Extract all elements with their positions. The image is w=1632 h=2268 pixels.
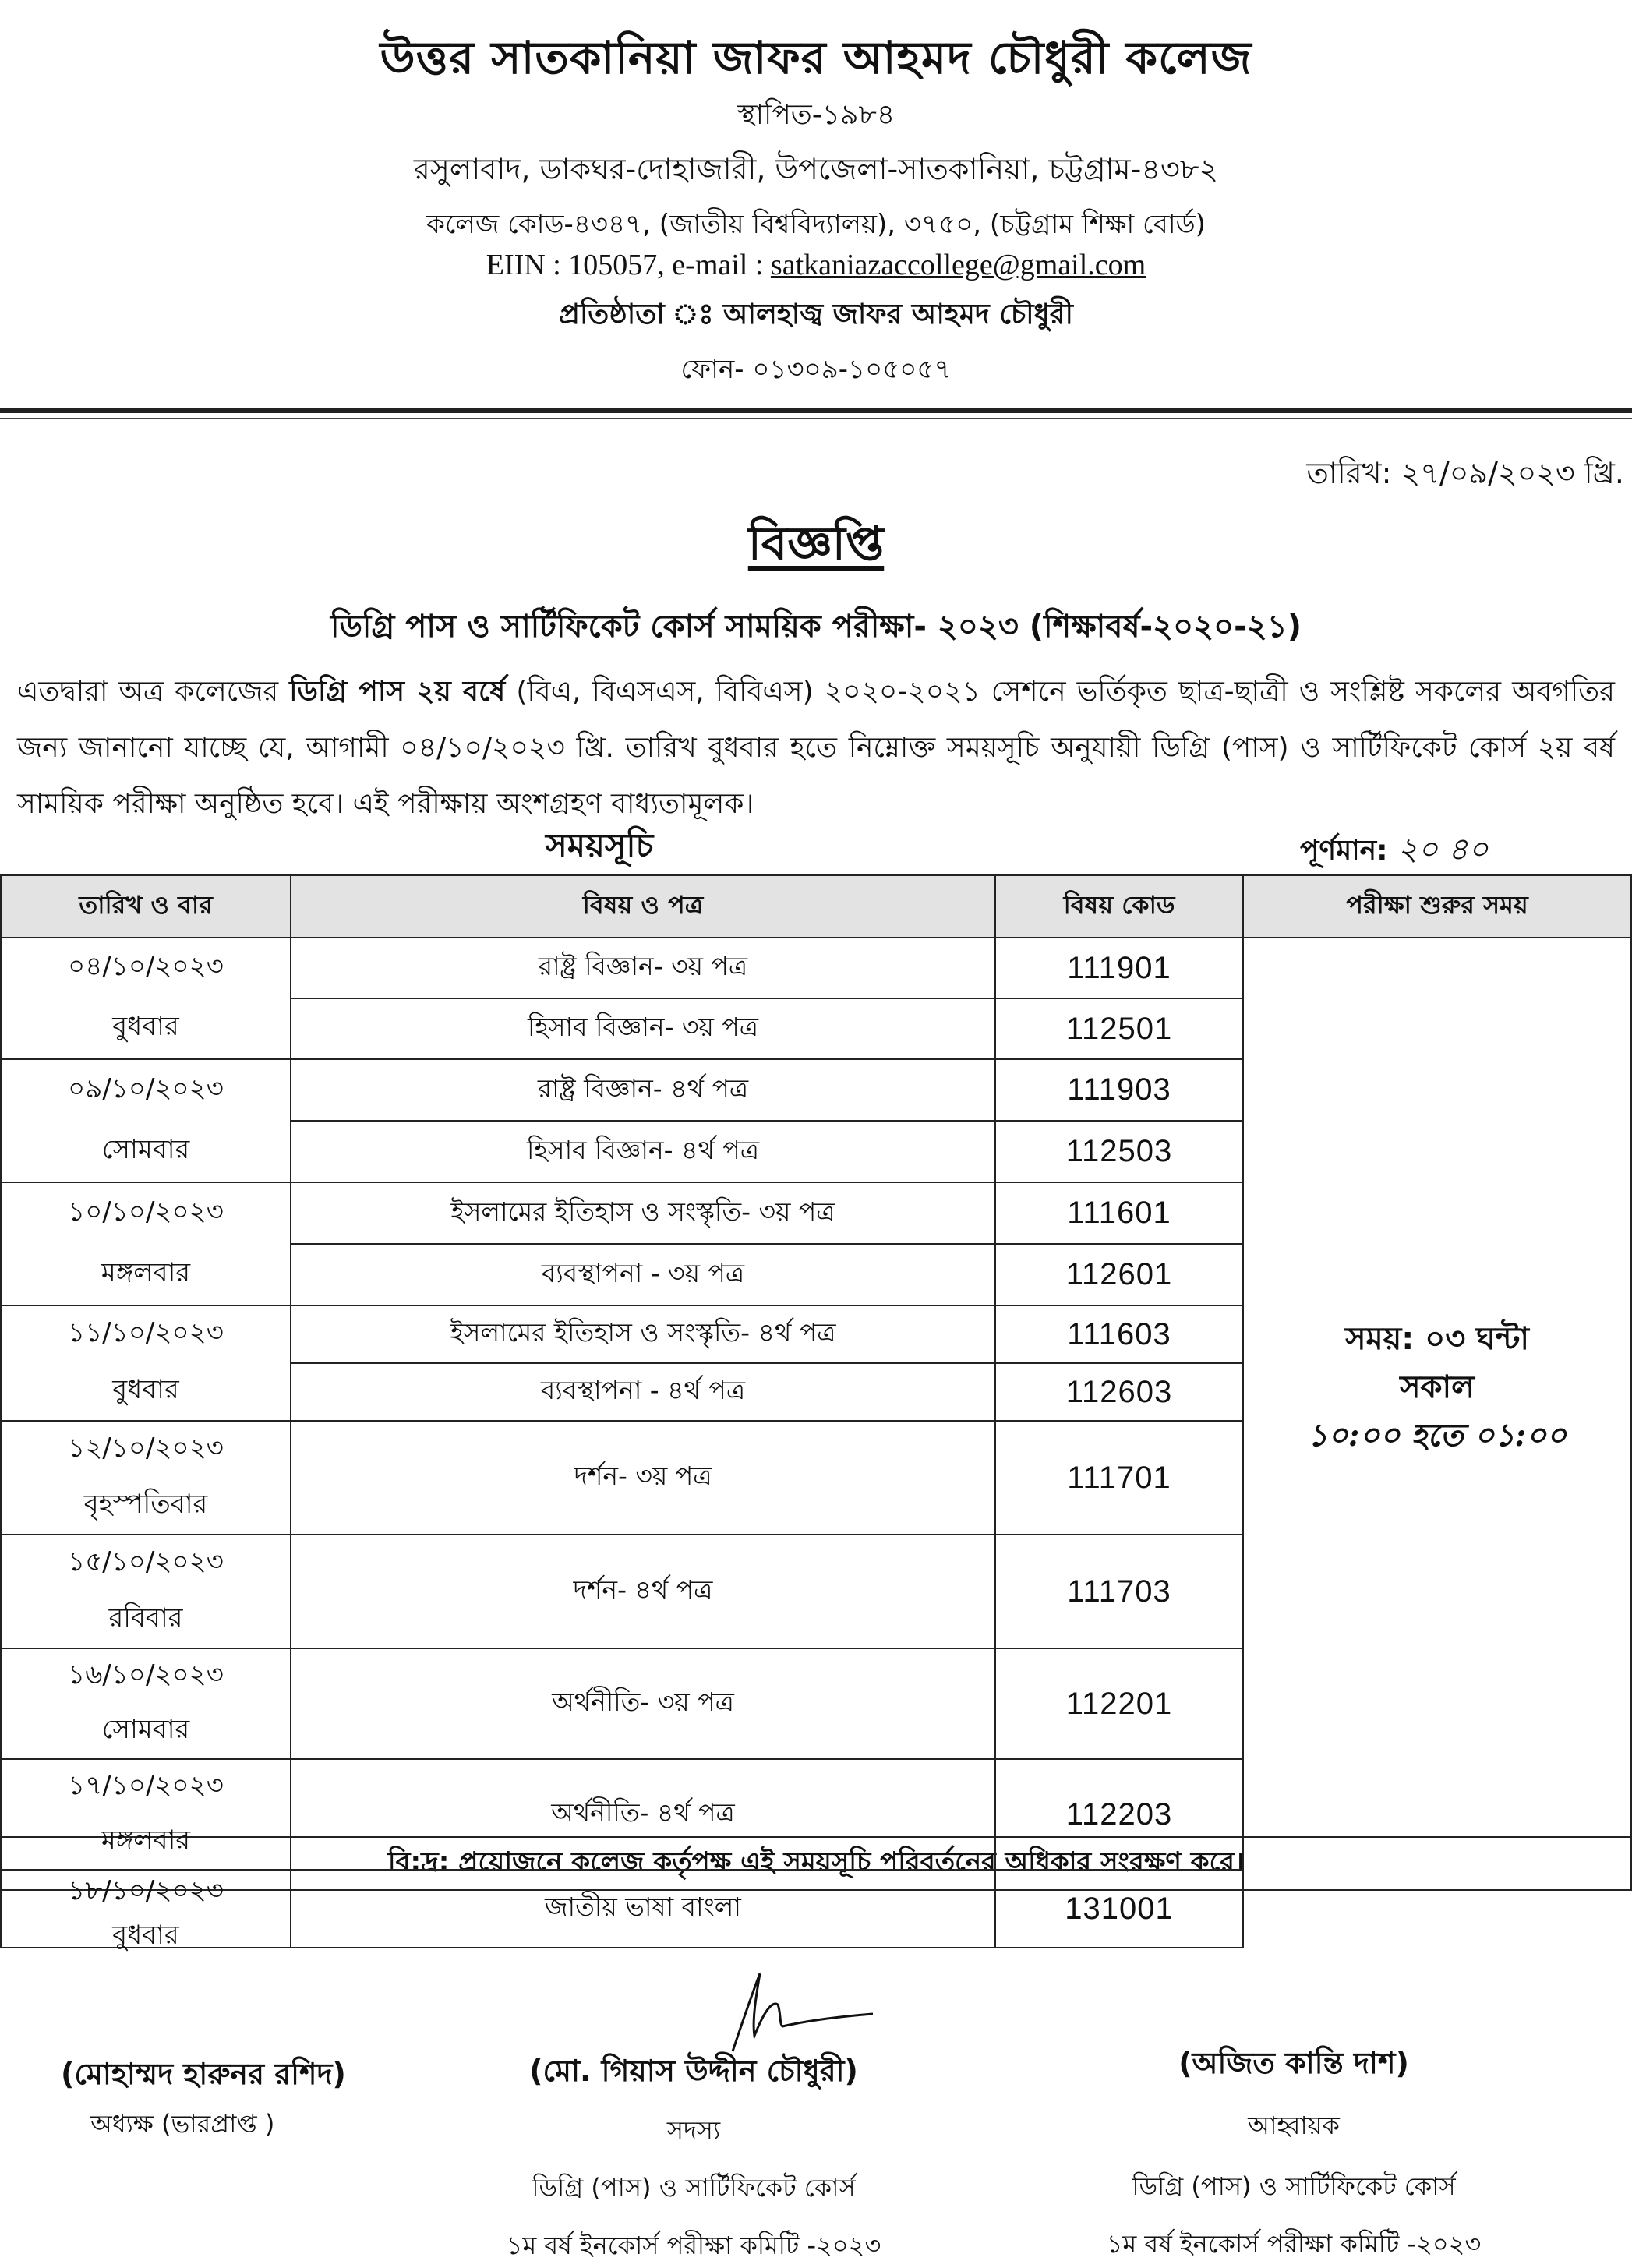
exam-day: বৃহস্পতিবার: [83, 1488, 208, 1520]
signature-right: [1044, 2040, 1543, 2266]
signature-middle-line2: ১ম বর্ষ ইনকোর্স পরীক্ষা কমিটি -২০২৩: [506, 2231, 881, 2260]
subject-cell: জাতীয় ভাষা বাংলা: [290, 1869, 996, 1948]
founder-line: প্রতিষ্ঠাতা ঃ আলহাজ্ব জাফর আহমদ চৌধুরী: [559, 299, 1073, 330]
subject-code-cell: 131001: [994, 1869, 1244, 1948]
signature-middle-title: সদস্য: [666, 2115, 721, 2145]
exam-day: সোমবার: [101, 1713, 190, 1745]
phone-line: ফোন- ০১৩০৯-১০৫০৫৭: [680, 354, 952, 385]
subject-code-cell: 112601: [994, 1243, 1244, 1306]
subject-code-cell: 111701: [994, 1420, 1244, 1535]
subject-cell: অর্থনীতি- ৪র্থ পত্র: [290, 1758, 996, 1871]
date-cell: [0, 1058, 291, 1183]
exam-date: ১৬/১০/২০২৩: [68, 1659, 224, 1690]
header-code: বিষয় কোড: [994, 874, 1244, 938]
subject-cell: হিসাব বিজ্ঞান- ৩য় পত্র: [290, 998, 996, 1060]
subject-cell: ব্যবস্থাপনা - ৩য় পত্র: [290, 1243, 996, 1306]
subject-cell: ইসলামের ইতিহাস ও সংস্কৃতি- ৪র্থ পত্র: [290, 1305, 996, 1364]
exam-date: ১১/১০/২০২৩: [68, 1317, 224, 1348]
full-marks-value: ২০ ৪০: [1397, 832, 1489, 867]
header-divider-thin: [0, 418, 1632, 419]
signature-left-name: (মোহাম্মদ হারুনর রশিদ): [61, 2057, 346, 2091]
date-cell: [0, 1305, 291, 1422]
subject-code-cell: 112503: [994, 1120, 1244, 1183]
subject-code-cell: 111603: [994, 1305, 1244, 1364]
subject-cell: দর্শন- ৩য় পত্র: [290, 1420, 996, 1535]
subject-code-cell: 111601: [994, 1182, 1244, 1245]
exam-day: মঙ্গলবার: [101, 1824, 191, 1856]
exam-time-range: ১০:০০ হতে ০১:০০: [1307, 1417, 1567, 1454]
college-code-line: কলেজ কোড-৪৩৪৭, (জাতীয় বিশ্ববিদ্যালয়), ৩৭৫০, (চট্টগ্রাম শিক্ষা বোর্ড): [426, 209, 1206, 240]
header-start-time: পরীক্ষা শুরুর সময়: [1242, 874, 1632, 938]
signature-middle: [475, 2048, 912, 2268]
address-line: রসুলাবাদ, ডাকঘর-দোহাজারী, উপজেলা-সাতকানিয়া, চট্টগ্রাম-৪৩৮২: [413, 152, 1219, 186]
schedule-table: [0, 874, 1632, 1951]
exam-date: ০৯/১০/২০২৩: [68, 1072, 224, 1104]
subject-code-cell: 112201: [994, 1648, 1244, 1760]
date-cell: [0, 1182, 291, 1306]
exam-session: সকাল: [1400, 1369, 1475, 1405]
exam-day: সোমবার: [101, 1133, 190, 1165]
date-cell: [0, 1869, 291, 1951]
exam-time-cell: [1242, 937, 1632, 1838]
exam-duration: সময়: ০৩ ঘন্টা: [1345, 1321, 1529, 1357]
exam-day: বুধবার: [112, 1374, 179, 1405]
exam-day: রবিবার: [108, 1602, 183, 1634]
signature-middle-name: (মো. গিয়াস উদ্দীন চৌধুরী): [529, 2054, 858, 2088]
college-name: উত্তর সাতকানিয়া জাফর আহমদ চৌধুরী কলেজ: [380, 31, 1252, 84]
exam-day: মঙ্গলবার: [101, 1256, 191, 1288]
exam-date: ১২/১০/২০২৩: [68, 1432, 224, 1464]
subject-code-cell: 111903: [994, 1058, 1244, 1122]
date-cell: [0, 1534, 291, 1649]
signature-middle-line1: ডিগ্রি (পাস) ও সার্টিফিকেট কোর্স: [532, 2173, 856, 2203]
date-cell: [0, 1758, 291, 1871]
established-line: স্থাপিত-১৯৮৪: [737, 99, 895, 131]
exam-date: ১৫/১০/২০২৩: [68, 1546, 224, 1577]
eiin-text: EIIN : 105057, e-mail :: [486, 249, 771, 281]
subject-cell: অর্থনীতি- ৩য় পত্র: [290, 1648, 996, 1760]
notice-subtitle: ডিগ্রি পাস ও সার্টিফিকেট কোর্স সাময়িক পরীক্ষা- ২০২৩ (শিক্ষাবর্ষ-২০২০-২১): [330, 609, 1302, 645]
subject-cell: ইসলামের ইতিহাস ও সংস্কৃতি- ৩য় পত্র: [290, 1182, 996, 1245]
subject-code-cell: 111703: [994, 1534, 1244, 1649]
date-cell: [0, 937, 291, 1060]
notice-body-part2: (বিএ, বিএসএস, বিবিএস) ২০২০-২০২১ সেশনে ভর্তিকৃত ছাত্র-ছাত্রী ও সংশ্লিষ্ট সকলের অবগতির জন্য জানানো যাচ্ছে যে, আগামী ০৪/১০/২০২৩ খ্রি. তারিখ বুধবার হতে নিম্নোক্ত সময়সূচি অনুযায়ী ডিগ্রি (পাস) ও সার্টিফিকেট কোর্স ২য় বর্ষ সাময়িক পরীক্ষা অনুষ্ঠিত হবে। এই পরীক্ষায় অংশগ্রহণ বাধ্যতামূলক।: [17, 676, 1615, 820]
date-cell: [0, 1648, 291, 1760]
exam-date: ১৮/১০/২০২৩: [68, 1875, 224, 1906]
table-footnote: বি:দ্র: প্রয়োজনে কলেজ কর্তৃপক্ষ এই সময়সূচি পরিবর্তনের অধিকার সংরক্ষণ করে।: [0, 1836, 1632, 1891]
subject-code-cell: 112501: [994, 998, 1244, 1060]
schedule-title: সময়সূচি: [546, 826, 654, 864]
signature-right-line2: ১ম বর্ষ ইনকোর্স পরীক্ষা কমিটি -২০২৩: [1106, 2229, 1482, 2259]
notice-body-part1: এতদ্বারা অত্র কলেজের: [17, 676, 290, 708]
notice-body: [17, 664, 1615, 832]
subject-cell: রাষ্ট্র বিজ্ঞান- ৩য় পত্র: [290, 937, 996, 999]
exam-day: বুধবার: [112, 1011, 179, 1042]
exam-date: ০৪/১০/২০২৩: [68, 951, 224, 982]
eiin-email-line: [0, 248, 1632, 282]
signature-left-title: অধ্যক্ষ (ভারপ্রাপ্ত ): [90, 2109, 275, 2139]
signature-right-name: (অজিত কান্তি দাশ): [1178, 2046, 1409, 2080]
header-date-day: তারিখ ও বার: [0, 874, 291, 938]
notice-title-text: বিজ্ঞপ্তি: [747, 517, 885, 571]
date-cell: [0, 1420, 291, 1535]
exam-date: ১৭/১০/২০২৩: [68, 1769, 224, 1801]
signature-right-title: আহ্বায়ক: [1248, 2111, 1340, 2140]
subject-cell: রাষ্ট্র বিজ্ঞান- ৪র্থ পত্র: [290, 1058, 996, 1122]
notice-title: [0, 508, 1632, 586]
subject-cell: হিসাব বিজ্ঞান- ৪র্থ পত্র: [290, 1120, 996, 1183]
subject-code-cell: 111901: [994, 937, 1244, 999]
header-subject: বিষয় ও পত্র: [290, 874, 996, 938]
signature-right-line1: ডিগ্রি (পাস) ও সার্টিফিকেট কোর্স: [1132, 2171, 1456, 2201]
notice-date: তারিখ: ২৭/০৯/২০২৩ খ্রি.: [1306, 456, 1624, 490]
notice-body-bold: ডিগ্রি পাস ২য় বর্ষে: [289, 676, 506, 708]
subject-cell: ব্যবস্থাপনা - ৪র্থ পত্র: [290, 1362, 996, 1422]
subject-code-cell: 112603: [994, 1362, 1244, 1422]
exam-day: বুধবার: [112, 1920, 179, 1951]
subject-cell: দর্শন- ৪র্থ পত্র: [290, 1534, 996, 1649]
full-marks: [1300, 825, 1489, 877]
email-link[interactable]: satkaniazaccollege@gmail.com: [770, 249, 1146, 281]
subject-code-cell: 112203: [994, 1758, 1244, 1871]
full-marks-label: পূর্ণমান:: [1300, 835, 1398, 867]
exam-date: ১০/১০/২০২৩: [68, 1196, 224, 1228]
header-divider: [0, 408, 1632, 413]
